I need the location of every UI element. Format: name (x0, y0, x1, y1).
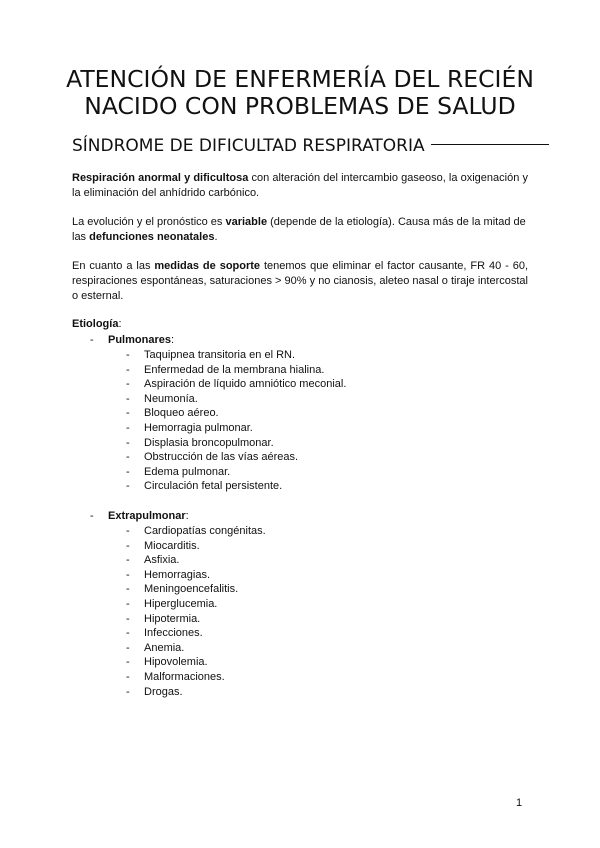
list-item: - Malformaciones. (126, 670, 225, 683)
title-line-2: NACIDO CON PROBLEMAS DE SALUD (84, 92, 516, 120)
support-text-1: En cuanto a las (72, 260, 155, 272)
group-name: Extrapulmonar (108, 510, 186, 522)
list-item: - Enfermedad de la membrana hialina. (126, 363, 325, 376)
paragraph-evolution (72, 215, 528, 245)
group-suffix: : (170, 334, 175, 346)
group-pulmonares-heading (90, 333, 174, 348)
section-heading-text: SÍNDROME DE DIFICULTAD RESPIRATORIA (72, 136, 425, 156)
list-item: - Hemorragia pulmonar. (126, 421, 253, 434)
section-heading-rule (431, 144, 549, 145)
evolution-text-2: (depende de la etiología). Causa más de la mitad de las (72, 216, 526, 243)
section-heading (72, 136, 549, 156)
list-item: - Drogas. (126, 685, 183, 698)
list-item: - Infecciones. (126, 627, 203, 640)
definition-text: con alteración del intercambio gaseoso, la oxigenación y la eliminación del anhídrido carbónico. (72, 172, 528, 199)
list-item: - Obstrucción de las vías aéreas. (126, 451, 299, 464)
bullet-dash: - (90, 510, 94, 522)
evolution-text-1: La evolución y el pronóstico es (72, 216, 226, 228)
list-item: - Hiperglucemia. (126, 597, 218, 610)
document-title (40, 66, 560, 120)
list-item: - Meningoencefalitis. (126, 583, 239, 596)
list-item: - Neumonía. (126, 392, 198, 405)
evolution-bold-2: defunciones neonatales (89, 231, 215, 243)
list-item: - Anemia. (126, 641, 185, 654)
paragraph-definition (72, 171, 528, 201)
extrapulmonar-list (126, 524, 266, 699)
list-item: - Hipovolemia. (126, 656, 208, 669)
list-item: - Asfixia. (126, 554, 180, 567)
evolution-bold-1: variable (225, 216, 268, 228)
group-extrapulmonar-heading (90, 509, 189, 524)
group-suffix: : (185, 510, 189, 522)
paragraph-support (72, 259, 528, 304)
list-item: - Hipotermia. (126, 612, 201, 625)
etiology-colon: : (118, 318, 122, 330)
list-item: - Bloqueo aéreo. (126, 407, 219, 420)
definition-bold: Respiración anormal y dificultosa (72, 172, 249, 184)
list-item: - Aspiración de líquido amniótico meconial. (126, 378, 347, 391)
list-item: - Hemorragias. (126, 568, 211, 581)
support-text-2: tenemos que eliminar el factor causante, FR 40 - 60, respiraciones espontáneas, saturaciones > 90% y no cianosis, aleteo nasal o tiraje intercostal o esternal. (72, 260, 528, 302)
list-item: - Displasia broncopulmonar. (126, 436, 274, 449)
etiology-label: Etiología: (72, 318, 122, 330)
list-item: - Circulación fetal persistente. (126, 480, 283, 493)
bullet-dash: - (90, 334, 94, 346)
title-line-1: ATENCIÓN DE ENFERMERÍA DEL RECIÉN (66, 65, 534, 93)
pulmonares-list (126, 348, 346, 494)
list-item: - Miocarditis. (126, 539, 200, 552)
page-number: 1 (516, 797, 523, 809)
group-name: Pulmonares (108, 334, 171, 346)
list-item: - Taquipnea transitoria en el RN. (126, 349, 296, 361)
support-bold: medidas de soporte (154, 260, 261, 272)
list-item: - Edema pulmonar. (126, 465, 231, 478)
list-item: - Cardiopatías congénitas. (126, 525, 266, 537)
evolution-text-3: . (214, 231, 218, 243)
